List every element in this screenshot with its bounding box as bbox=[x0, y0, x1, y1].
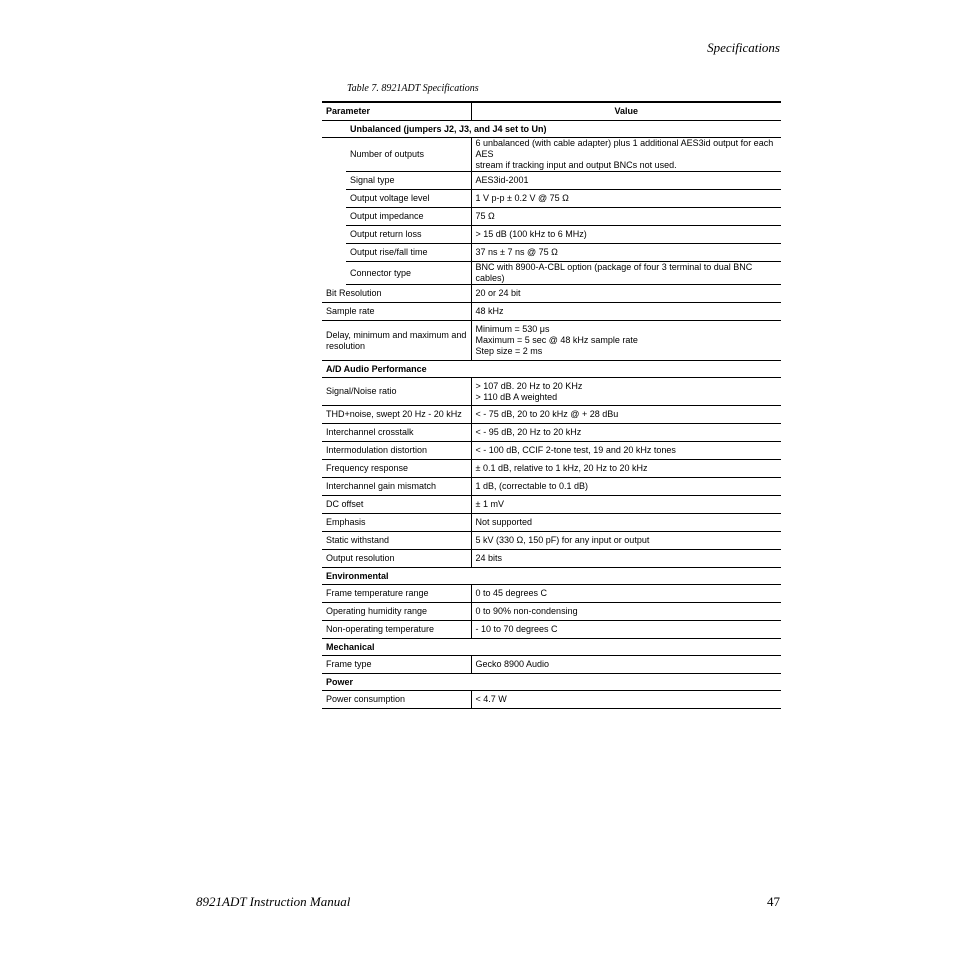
cell-line: Minimum = 530 μs bbox=[475, 324, 550, 334]
table-header-row bbox=[322, 102, 781, 121]
table-row bbox=[322, 603, 781, 621]
value-cell: 0 to 45 degrees C bbox=[471, 585, 781, 603]
parameter-cell: Sample rate bbox=[322, 303, 471, 321]
value-cell: 20 or 24 bit bbox=[471, 285, 781, 303]
value-cell: 37 ns ± 7 ns @ 75 Ω bbox=[471, 244, 781, 262]
value-cell: 75 Ω bbox=[471, 208, 781, 226]
value-cell: 1 V p-p ± 0.2 V @ 75 Ω bbox=[471, 190, 781, 208]
running-header: Specifications bbox=[707, 40, 780, 55]
value-cell: > 15 dB (100 kHz to 6 MHz) bbox=[471, 226, 781, 244]
value-cell: < - 95 dB, 20 Hz to 20 kHz bbox=[471, 424, 781, 442]
cell-line: stream if tracking input and output BNCs not used. bbox=[475, 160, 677, 170]
page-number: 47 bbox=[767, 894, 780, 909]
value-cell: < 4.7 W bbox=[471, 691, 781, 709]
table-row bbox=[322, 478, 781, 496]
parameter-cell: Bit Resolution bbox=[322, 285, 471, 303]
value-cell: 5 kV (330 Ω, 150 pF) for any input or output bbox=[471, 532, 781, 550]
parameter-cell: Signal type bbox=[322, 172, 471, 190]
table-row bbox=[322, 244, 781, 262]
value-cell bbox=[471, 378, 781, 406]
value-cell: BNC with 8900-A-CBL option (package of four 3 terminal to dual BNC cables) bbox=[471, 262, 781, 285]
table-caption: Table 7. 8921ADT Specifications bbox=[347, 83, 479, 94]
table-row bbox=[322, 691, 781, 709]
cell-line: 6 unbalanced (with cable adapter) plus 1 additional AES3id output for each AES bbox=[475, 138, 774, 159]
table-row bbox=[322, 656, 781, 674]
parameter-cell: Non-operating temperature bbox=[322, 621, 471, 639]
parameter-cell: Output voltage level bbox=[322, 190, 471, 208]
parameter-cell: Frame type bbox=[322, 656, 471, 674]
parameter-header: Parameter bbox=[322, 102, 471, 121]
table-row bbox=[322, 514, 781, 532]
cell-line: resolution bbox=[326, 340, 366, 351]
value-cell bbox=[471, 138, 781, 172]
parameter-cell: Interchannel crosstalk bbox=[322, 424, 471, 442]
section-power bbox=[322, 674, 781, 691]
parameter-cell: Intermodulation distortion bbox=[322, 442, 471, 460]
table-row bbox=[322, 303, 781, 321]
parameter-cell: Frequency response bbox=[322, 460, 471, 478]
table-row bbox=[322, 321, 781, 361]
table-row bbox=[322, 208, 781, 226]
parameter-cell: Signal/Noise ratio bbox=[322, 378, 471, 406]
parameter-cell: Output impedance bbox=[322, 208, 471, 226]
parameter-cell: Power consumption bbox=[322, 691, 471, 709]
parameter-cell: Output return loss bbox=[322, 226, 471, 244]
table-row bbox=[322, 285, 781, 303]
section-title: Unbalanced (jumpers J2, J3, and J4 set to Un) bbox=[322, 121, 781, 138]
manual-title: 8921ADT Instruction Manual bbox=[196, 894, 351, 909]
parameter-cell: Static withstand bbox=[322, 532, 471, 550]
table-row bbox=[322, 442, 781, 460]
value-cell: - 10 to 70 degrees C bbox=[471, 621, 781, 639]
value-cell: ± 1 mV bbox=[471, 496, 781, 514]
table-row bbox=[322, 424, 781, 442]
cell-line: > 110 dB A weighted bbox=[475, 391, 558, 402]
value-cell: AES3id-2001 bbox=[471, 172, 781, 190]
section-title: A/D Audio Performance bbox=[322, 361, 781, 378]
value-cell: < - 100 dB, CCIF 2-tone test, 19 and 20 kHz tones bbox=[471, 442, 781, 460]
section-title: Mechanical bbox=[322, 639, 781, 656]
value-cell: < - 75 dB, 20 to 20 kHz @ + 28 dBu bbox=[471, 406, 781, 424]
value-cell: ± 0.1 dB, relative to 1 kHz, 20 Hz to 20 kHz bbox=[471, 460, 781, 478]
section-unbalanced bbox=[322, 121, 781, 138]
value-cell: Gecko 8900 Audio bbox=[471, 656, 781, 674]
parameter-cell: Output rise/fall time bbox=[322, 244, 471, 262]
parameter-cell: THD+noise, swept 20 Hz - 20 kHz bbox=[322, 406, 471, 424]
value-header: Value bbox=[471, 102, 781, 121]
table-row bbox=[322, 496, 781, 514]
parameter-cell: Frame temperature range bbox=[322, 585, 471, 603]
table-row bbox=[322, 138, 781, 172]
table-row bbox=[322, 226, 781, 244]
value-cell: 24 bits bbox=[471, 550, 781, 568]
table-row bbox=[322, 172, 781, 190]
value-cell bbox=[471, 321, 781, 361]
value-cell: 1 dB, (correctable to 0.1 dB) bbox=[471, 478, 781, 496]
value-cell: 48 kHz bbox=[471, 303, 781, 321]
table-row bbox=[322, 585, 781, 603]
parameter-cell: Interchannel gain mismatch bbox=[322, 478, 471, 496]
parameter-cell: Number of outputs bbox=[322, 138, 471, 172]
section-title: Environmental bbox=[322, 568, 781, 585]
table-row bbox=[322, 621, 781, 639]
table-row bbox=[322, 550, 781, 568]
parameter-cell: DC offset bbox=[322, 496, 471, 514]
parameter-cell: Operating humidity range bbox=[322, 603, 471, 621]
parameter-cell bbox=[322, 321, 471, 361]
parameter-cell: Output resolution bbox=[322, 550, 471, 568]
value-cell: 0 to 90% non-condensing bbox=[471, 603, 781, 621]
table-row bbox=[322, 406, 781, 424]
cell-line: Maximum = 5 sec @ 48 kHz sample rate bbox=[475, 335, 638, 345]
section-environmental bbox=[322, 568, 781, 585]
cell-line: > 107 dB. 20 Hz to 20 KHz bbox=[475, 380, 583, 391]
section-mechanical bbox=[322, 639, 781, 656]
table-row bbox=[322, 532, 781, 550]
cell-line: Step size = 2 ms bbox=[475, 346, 543, 356]
table-row bbox=[322, 262, 781, 285]
section-ad-audio bbox=[322, 361, 781, 378]
table-row bbox=[322, 378, 781, 406]
specifications-table bbox=[322, 101, 781, 709]
table-row bbox=[322, 190, 781, 208]
table-row bbox=[322, 460, 781, 478]
value-cell: Not supported bbox=[471, 514, 781, 532]
parameter-cell: Connector type bbox=[322, 262, 471, 285]
parameter-cell: Emphasis bbox=[322, 514, 471, 532]
cell-line: Delay, minimum and maximum and bbox=[326, 329, 467, 340]
section-title: Power bbox=[322, 674, 781, 691]
